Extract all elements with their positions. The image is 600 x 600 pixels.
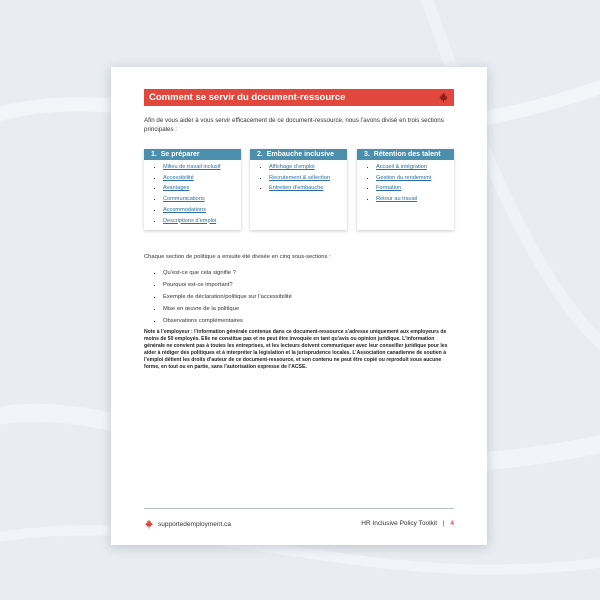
employer-note: Note à l’employeur : l’information générale contenue dans ce document-ressource s’adresse uniquement aux employeurs de moins de 50 employés. Elle ne constitue pas et ne peut être invoquée en tant qu’avis ou opinion juridique. L’information générale ne convient pas à toutes les entreprises, et les lecteurs doivent communiquer avec leur conseiller juridique pour les aider à rédiger des politiques et à interpréter la législation et la jurisprudence locales. L’Association canadienne de soutien à l’emploi détient les droits d’auteur de ce document-ressource, et son contenu ne peut être copié ou reproduit sous aucune forme, en tout ou en partie, sans l’autorisation expresse de l’ACSE. <box>144 329 448 370</box>
subsection-item: ▪ Observations complémentaires <box>163 315 473 327</box>
intro-paragraph: Afin de vous aider à vous servir efficacement de ce document-ressource, nous l’avons divisé en trois sections principales : <box>144 117 444 133</box>
section-title: Embauche inclusive <box>266 151 335 158</box>
footer-toolkit-name: HR Inclusive Policy Toolkit <box>361 520 438 527</box>
section-link[interactable]: ▪ Recrutement & sélection <box>269 173 347 184</box>
section-link[interactable]: ▪ Entretien d’embauche <box>269 183 347 194</box>
section-link-list <box>144 162 241 226</box>
section-link[interactable]: ▪ Accommodations <box>163 205 241 216</box>
subsection-item: ▪ Mise en œuvre de la politique <box>163 303 473 315</box>
section-link[interactable]: ▪ Retour au travail <box>376 194 454 205</box>
section-link[interactable]: ▪ Descriptions d’emploi <box>163 216 241 227</box>
subsection-item: ▪ Exemple de déclaration/politique sur l’accessibilité <box>163 291 473 303</box>
section-card-header <box>144 149 241 160</box>
maple-leaf-icon <box>144 519 154 529</box>
section-link[interactable]: ▪ Accueil & intégration <box>376 162 454 173</box>
section-cards <box>144 149 454 231</box>
subsection-item: ▪ Qu’est-ce que cela signifie ? <box>163 267 473 279</box>
document-page <box>111 67 487 545</box>
footer-separator: | <box>442 520 445 527</box>
section-title: Rétention des talent <box>373 151 441 158</box>
section-link-list <box>357 162 454 205</box>
section-number: 3. <box>364 151 370 158</box>
footer-page-info <box>361 520 454 527</box>
subsection-item: ▪ Pourquoi est-ce important? <box>163 279 473 291</box>
footer-site-link[interactable]: supportedemployment.ca <box>158 520 231 528</box>
section-card-retention-des-talent <box>357 149 454 230</box>
section-card-header <box>250 149 347 160</box>
section-title: Se préparer <box>160 151 200 158</box>
section-link[interactable]: ▪ Milieu de travail inclusif <box>163 162 241 173</box>
page-title: Comment se servir du document-ressource <box>149 92 346 103</box>
section-link[interactable]: ▪ Communications <box>163 194 241 205</box>
footer-divider <box>144 508 454 509</box>
section-link[interactable]: ▪ Formation <box>376 183 454 194</box>
section-link[interactable]: ▪ Gestion du rendement <box>376 173 454 184</box>
subsections-list <box>144 267 473 327</box>
section-number: 1. <box>151 151 157 158</box>
maple-leaf-icon <box>438 92 449 103</box>
section-card-header <box>357 149 454 160</box>
section-card-embauche-inclusive <box>250 149 347 230</box>
section-title-bar <box>144 89 454 106</box>
section-link[interactable]: ▪ Accessibilité <box>163 173 241 184</box>
section-link-list <box>250 162 347 194</box>
section-card-se-preparer <box>144 149 241 230</box>
section-link[interactable]: ▪ Avantages <box>163 183 241 194</box>
page-number: 4 <box>450 520 454 527</box>
footer-site <box>144 518 231 530</box>
subsections-intro: Chaque section de politique a ensuite été divisée en cinq sous-sections : <box>144 254 331 260</box>
section-number: 2. <box>257 151 263 158</box>
section-link[interactable]: ▪ Affichage d’emploi <box>269 162 347 173</box>
